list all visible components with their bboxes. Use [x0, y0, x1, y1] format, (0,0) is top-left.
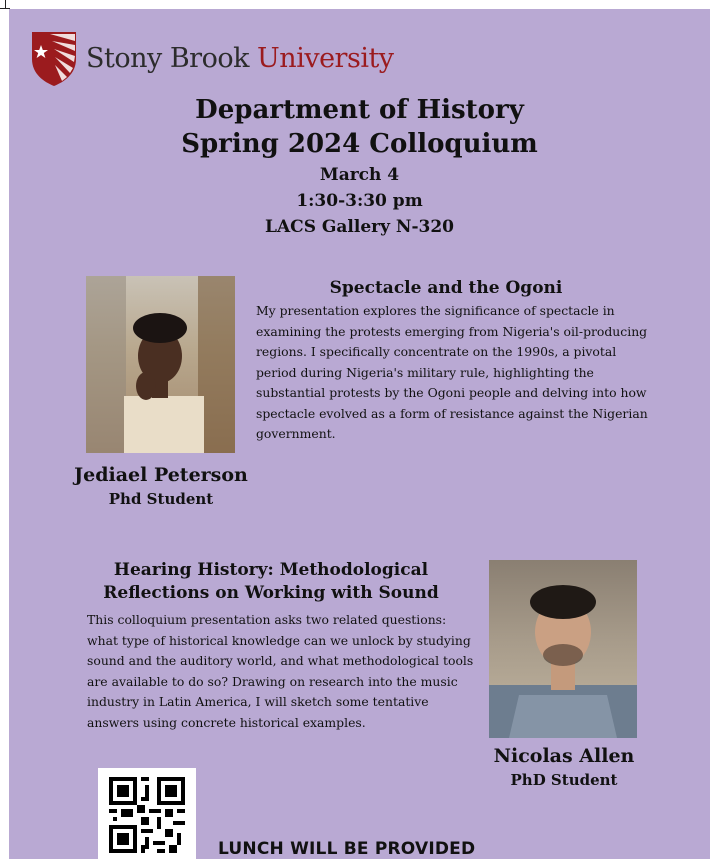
speaker1-name: Jediael Peterson: [74, 464, 248, 486]
talk2-title-line2: Reflections on Working with Sound: [103, 583, 439, 603]
shield-icon: [30, 29, 78, 87]
talk2-title: [86, 559, 456, 605]
university-name: [86, 43, 394, 74]
speaker1-photo: [86, 276, 235, 453]
header-line1: Department of History: [195, 95, 524, 125]
university-name-part1: Stony Brook: [86, 42, 249, 74]
talk1-abstract: My presentation explores the significance of spectacle in examining the protests emerging from Nigeria's oil-producing regions. I specifically concentrate on the 1990s, a pivotal period during Nigeria's military rule, highlighting the substantial protests by the Ogoni people and delving into how spectacle evolved as a form of resistance against the Nigerian government.: [256, 303, 648, 441]
speaker2: [464, 743, 664, 791]
speaker2-role: PhD Student: [510, 771, 618, 789]
talk1-title: Spectacle and the Ogoni: [329, 278, 563, 298]
talk2-title-line1: Hearing History: Methodological: [113, 560, 429, 580]
speaker2-photo: [489, 560, 637, 738]
event-details: [9, 162, 710, 240]
header-line2: Spring 2024 Colloquium: [181, 129, 538, 159]
university-logo: [30, 28, 394, 88]
speaker2-name: Nicolas Allen: [493, 745, 635, 767]
poster: [9, 9, 710, 859]
lunch-notice: LUNCH WILL BE PROVIDED: [218, 839, 476, 859]
talk2-abstract: This colloquium presentation asks two related questions: what type of historical knowledge can we unlock by studying sound and the auditory world, and what methodological tools are available to do so? Drawing on research into the music industry in Latin America, I will sketch some tentative answers using concrete historical examples.: [87, 612, 474, 730]
event-time: 1:30-3:30 pm: [296, 191, 423, 211]
university-name-part2: University: [257, 42, 394, 74]
event-location: LACS Gallery N-320: [265, 217, 454, 237]
crop-mark-vertical: [5, 0, 6, 8]
header-title: [9, 93, 710, 161]
qr-code[interactable]: [98, 768, 196, 859]
qr-code-icon: [109, 777, 185, 853]
speaker1: [61, 462, 261, 510]
event-date: March 4: [319, 165, 400, 185]
speaker1-role: Phd Student: [108, 490, 214, 508]
